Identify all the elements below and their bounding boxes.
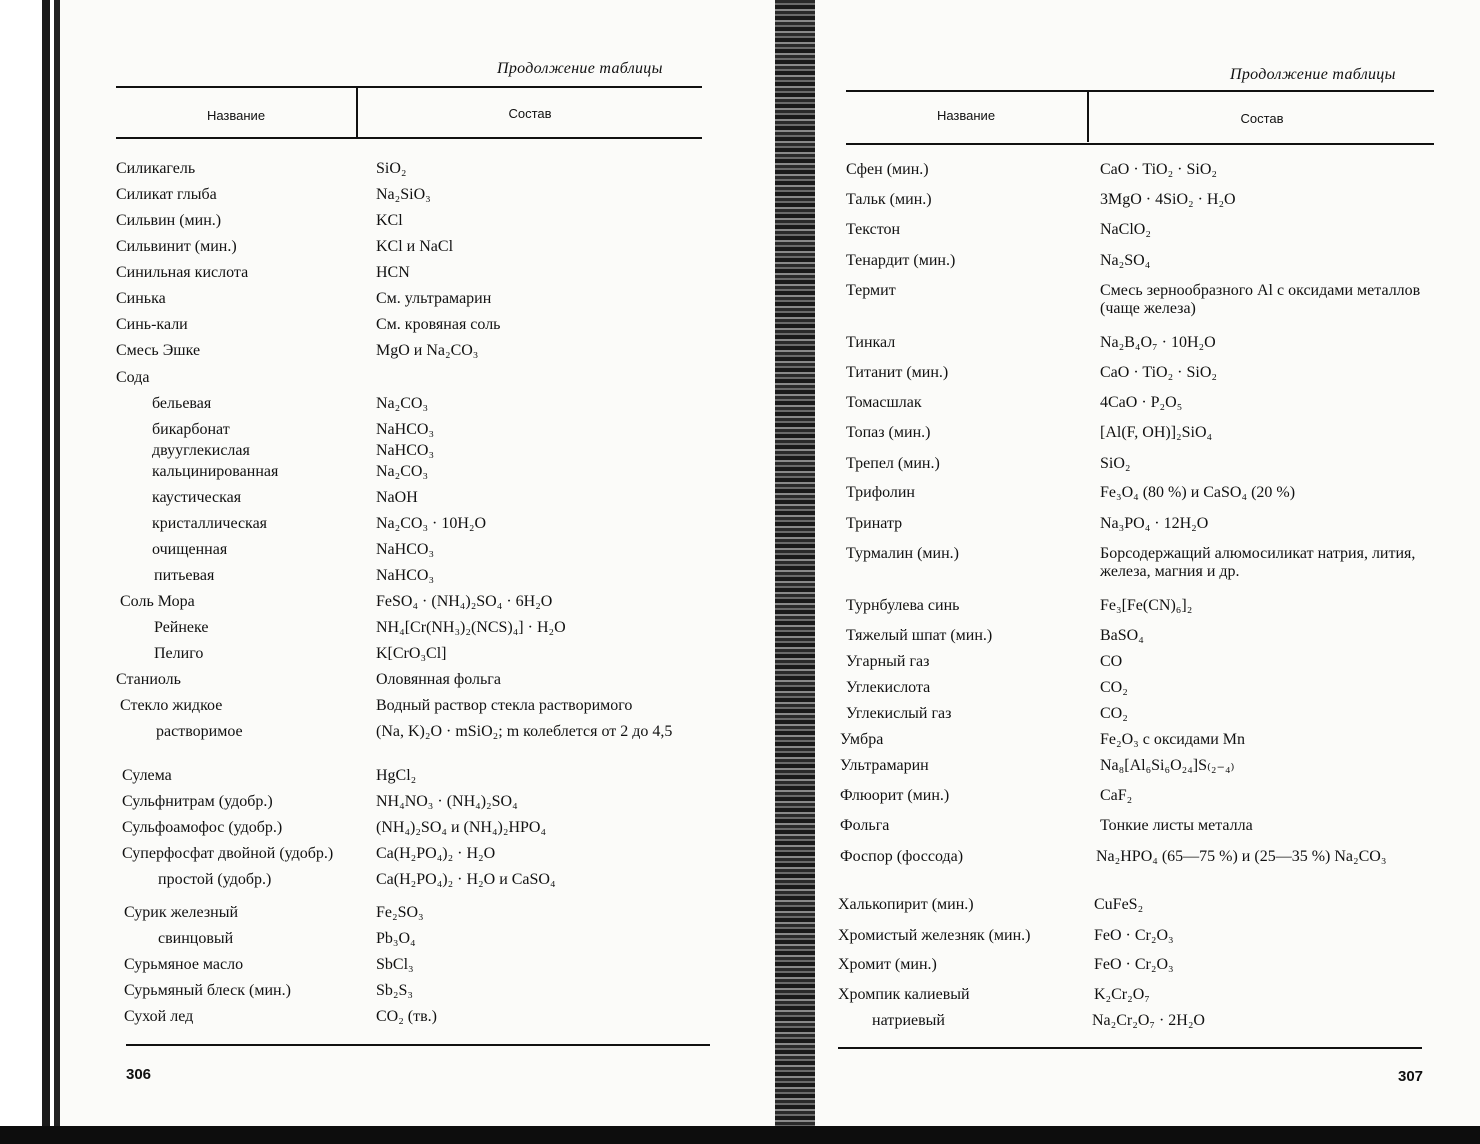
row-composition: Fe₃[Fe(CN)₆]₂ <box>1100 597 1193 614</box>
row-composition: SiO₂ <box>1100 455 1131 472</box>
row-name: Смесь Эшке <box>116 342 201 359</box>
row-name: Хромит (мин.) <box>838 956 937 973</box>
row-composition: Na₂CO₃ · 10H₂O <box>376 515 487 532</box>
row-composition: Борсодержащий алюмосиликат натрия, лития, железа, магния и др. <box>1100 545 1416 580</box>
row-composition: Смесь зернообразного Al с оксидами металлов (чаще железа) <box>1100 282 1421 317</box>
right-header-bottom-rule <box>846 143 1434 145</box>
row-composition: Водный раствор стекла растворимого <box>376 697 633 714</box>
row-composition: См. ультрамарин <box>376 290 492 307</box>
row-composition: CaF₂ <box>1100 787 1133 804</box>
row-composition: CuFeS₂ <box>1094 896 1144 913</box>
row-name: Термит <box>846 282 896 299</box>
row-composition: [Al(F, OH)]₂SiO₄ <box>1100 424 1213 441</box>
right-footer-rule <box>838 1047 1422 1049</box>
row-composition: CO₂ <box>1100 705 1128 722</box>
row-composition: CaO · TiO₂ · SiO₂ <box>1100 364 1217 381</box>
row-name: кальцинированная <box>152 463 279 480</box>
row-composition: CO <box>1100 653 1123 670</box>
row-composition: FeO · Cr₂O₃ <box>1094 927 1174 944</box>
row-name: Сурьмяный блеск (мин.) <box>124 982 291 999</box>
row-composition: KCl и NaCl <box>376 238 454 255</box>
row-name: очищенная <box>152 541 228 558</box>
row-composition: SiO₂ <box>376 160 407 177</box>
row-composition: NaHCO₃ <box>376 541 435 558</box>
row-name: Фоспор (фоссода) <box>840 848 964 865</box>
right-continuation-caption: Продолжение таблицы <box>1230 66 1396 83</box>
row-name: Хромистый железняк (мин.) <box>838 927 1031 944</box>
row-composition: NaHCO₃ <box>376 567 435 584</box>
row-name: Титанит (мин.) <box>846 364 949 381</box>
right-column-header-name: Название <box>936 108 996 123</box>
right-header-top-rule <box>846 90 1434 92</box>
row-composition: NaHCO₃ <box>376 421 435 438</box>
row-name: питьевая <box>154 567 215 584</box>
row-composition: (NH₄)₂SO₄ и (NH₄)₂HPO₄ <box>376 819 547 836</box>
row-composition: 3MgO · 4SiO₂ · H₂O <box>1100 191 1236 208</box>
row-name: Томасшлак <box>846 394 922 411</box>
row-name: Синька <box>116 290 166 307</box>
row-composition: BaSO₄ <box>1100 627 1144 644</box>
row-name: Сульфоамофос (удобр.) <box>122 819 283 836</box>
row-name: Сульфнитрам (удобр.) <box>122 793 273 810</box>
row-composition: Fe₃O₄ (80 %) и CaSO₄ (20 %) <box>1100 484 1296 501</box>
row-name: Пелиго <box>154 645 204 662</box>
row-name: Силикагель <box>116 160 196 177</box>
row-composition: NH₄NO₃ · (NH₄)₂SO₄ <box>376 793 518 810</box>
left-header-top-rule <box>116 86 702 88</box>
row-name: Тяжелый шпат (мин.) <box>846 627 993 644</box>
row-name: Синь-кали <box>116 316 188 333</box>
row-composition: Pb₃O₄ <box>376 930 416 947</box>
row-name: Угарный газ <box>846 653 930 670</box>
row-name: двууглекислая <box>152 442 250 459</box>
row-composition: Оловянная фольга <box>376 671 501 688</box>
row-composition: NaHCO₃ <box>376 442 435 459</box>
row-name: Сода <box>116 369 150 386</box>
row-name: Синильная кислота <box>116 264 249 281</box>
row-composition: 4CaO · P₂O₅ <box>1100 394 1183 411</box>
left-page-number: 306 <box>126 1066 152 1083</box>
row-name: свинцовый <box>158 930 234 947</box>
left-header-bottom-rule <box>116 137 702 139</box>
row-name: Тальк (мин.) <box>846 191 932 208</box>
row-composition: FeO · Cr₂O₃ <box>1094 956 1174 973</box>
row-composition: K[CrO₃Cl] <box>376 645 447 662</box>
row-name: Углекислота <box>846 679 931 696</box>
row-composition: Na₂CO₃ <box>376 395 429 412</box>
row-name: Ультрамарин <box>840 757 929 774</box>
row-name: бельевая <box>152 395 212 412</box>
row-composition: Na₂B₄O₇ · 10H₂O <box>1100 334 1216 351</box>
row-composition: Ca(H₂PO₄)₂ · H₂O и CaSO₄ <box>376 871 556 888</box>
row-name: Стекло жидкое <box>120 697 223 714</box>
book-left-edge <box>0 0 62 1144</box>
row-name: Топаз (мин.) <box>846 424 931 441</box>
book-gutter <box>775 0 815 1126</box>
row-composition: NaOH <box>376 489 418 506</box>
row-composition: Тонкие листы металла <box>1100 817 1253 834</box>
left-column-header-composition: Состав <box>508 106 552 121</box>
row-composition: См. кровяная соль <box>376 316 501 333</box>
row-composition: KCl <box>376 212 403 229</box>
row-composition: HCN <box>376 264 410 281</box>
row-name: Сулема <box>122 767 172 784</box>
row-composition: FeSO₄ · (NH₄)₂SO₄ · 6H₂O <box>376 593 553 610</box>
left-footer-rule <box>126 1044 710 1046</box>
row-name: Соль Мора <box>120 593 195 610</box>
row-composition: CO₂ (тв.) <box>376 1008 438 1025</box>
row-name: Текстон <box>846 221 901 238</box>
row-name: Сфен (мин.) <box>846 161 929 178</box>
row-composition: Sb₂S₃ <box>376 982 413 999</box>
right-column-header-composition: Состав <box>1240 111 1284 126</box>
row-composition: Na₈[Al₆Si₆O₂₄]S₍₂₋₄₎ <box>1100 757 1235 774</box>
row-composition: Fe₂O₃ с оксидами Mn <box>1100 731 1246 748</box>
row-name: Станиоль <box>116 671 181 688</box>
row-composition: NH₄[Cr(NH₃)₂(NCS)₄] · H₂O <box>376 619 566 636</box>
left-column-header-name: Название <box>206 108 266 123</box>
row-composition: Na₂CO₃ <box>376 463 429 480</box>
row-name: Сильвин (мин.) <box>116 212 222 229</box>
row-name: Сильвинит (мин.) <box>116 238 237 255</box>
row-composition: Fe₂SO₃ <box>376 904 424 921</box>
row-name: Рейнеке <box>154 619 209 636</box>
row-composition: CO₂ <box>1100 679 1128 696</box>
row-name: Турнбулева синь <box>846 597 960 614</box>
row-composition: K₂Cr₂O₇ <box>1094 986 1150 1003</box>
row-name: натриевый <box>872 1012 945 1029</box>
row-name: Халькопирит (мин.) <box>838 896 974 913</box>
row-composition: Na₂SO₄ <box>1100 252 1151 269</box>
row-composition: Na₂Cr₂O₇ · 2H₂O <box>1092 1012 1205 1029</box>
row-name: каустическая <box>152 489 242 506</box>
row-name: Турмалин (мин.) <box>846 545 960 562</box>
row-name: бикарбонат <box>152 421 230 438</box>
row-name: Сурик железный <box>124 904 239 921</box>
row-name: Суперфосфат двойной (удобр.) <box>122 845 334 862</box>
row-name: Флюорит (мин.) <box>840 787 950 804</box>
row-name: Силикат глыба <box>116 186 217 203</box>
scan-bottom-band <box>0 1126 1480 1144</box>
left-continuation-caption: Продолжение таблицы <box>497 60 663 77</box>
row-name: простой (удобр.) <box>158 871 272 888</box>
row-name: Сухой лед <box>124 1008 194 1025</box>
row-name: Трифолин <box>846 484 915 501</box>
right-page-number: 307 <box>1398 1068 1424 1085</box>
row-name: растворимое <box>156 723 243 740</box>
row-name: Тенардит (мин.) <box>846 252 956 269</box>
row-composition: MgO и Na₂CO₃ <box>376 342 479 359</box>
right-header-divider <box>1087 92 1089 142</box>
row-name: Углекислый газ <box>846 705 952 722</box>
row-name: Фольга <box>840 817 890 834</box>
row-composition: HgCl₂ <box>376 767 417 784</box>
row-name: Хромпик калиевый <box>838 986 970 1003</box>
row-composition: (Na, K)₂O · mSiO₂; m колеблется от 2 до 4,5 <box>376 723 673 740</box>
row-name: Тинкал <box>846 334 896 351</box>
row-composition: SbCl₃ <box>376 956 414 973</box>
row-name: Тринатр <box>846 515 903 532</box>
row-name: кристаллическая <box>152 515 268 532</box>
row-composition: Na₂SiO₃ <box>376 186 431 203</box>
row-composition: Na₂HPO₄ (65—75 %) и (25—35 %) Na₂CO₃ <box>1096 848 1387 865</box>
row-composition: Na₃PO₄ · 12H₂O <box>1100 515 1209 532</box>
row-composition: CaO · TiO₂ · SiO₂ <box>1100 161 1217 178</box>
row-name: Умбра <box>840 731 884 748</box>
row-name: Трепел (мин.) <box>846 455 940 472</box>
row-composition: Ca(H₂PO₄)₂ · H₂O <box>376 845 496 862</box>
row-name: Сурьмяное масло <box>124 956 244 973</box>
row-composition: NaClO₂ <box>1100 221 1151 238</box>
